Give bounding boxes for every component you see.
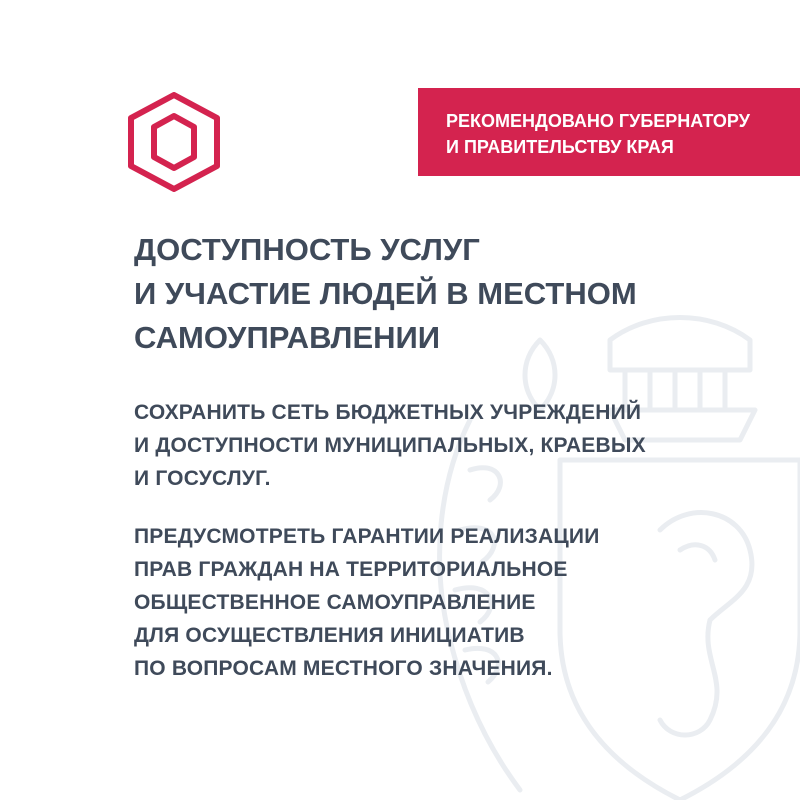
paragraph-line: ПО ВОПРОСАМ МЕСТНОГО ЗНАЧЕНИЯ. [134,657,553,680]
paragraph-line: СОХРАНИТЬ СЕТЬ БЮДЖЕТНЫХ УЧРЕЖДЕНИЙ [134,401,642,424]
paragraph-budget-institutions [134,396,646,495]
title-line: САМОУПРАВЛЕНИИ [134,320,441,355]
title-line: И УЧАСТИЕ ЛЮДЕЙ В МЕСТНОМ [134,276,637,311]
title-line: ДОСТУПНОСТЬ УСЛУГ [134,232,480,267]
paragraph-self-government [134,520,600,685]
recommendation-badge [418,88,800,176]
page-title [134,228,637,360]
paragraph-line: ПРЕДУСМОТРЕТЬ ГАРАНТИИ РЕАЛИЗАЦИИ [134,525,600,548]
paragraph-line: ДЛЯ ОСУЩЕСТВЛЕНИЯ ИНИЦИАТИВ [134,624,525,647]
paragraph-line: ПРАВ ГРАЖДАН НА ТЕРРИТОРИАЛЬНОЕ [134,558,568,581]
badge-line: И ПРАВИТЕЛЬСТВУ КРАЯ [446,137,674,157]
paragraph-line: И ГОСУСЛУГ. [134,467,271,490]
badge-line: РЕКОМЕНДОВАНО ГУБЕРНАТОРУ [446,111,750,131]
hexagon-logo-icon [128,92,220,192]
paragraph-line: ОБЩЕСТВЕННОЕ САМОУПРАВЛЕНИЕ [134,591,536,614]
paragraph-line: И ДОСТУПНОСТИ МУНИЦИПАЛЬНЫХ, КРАЕВЫХ [134,434,646,457]
